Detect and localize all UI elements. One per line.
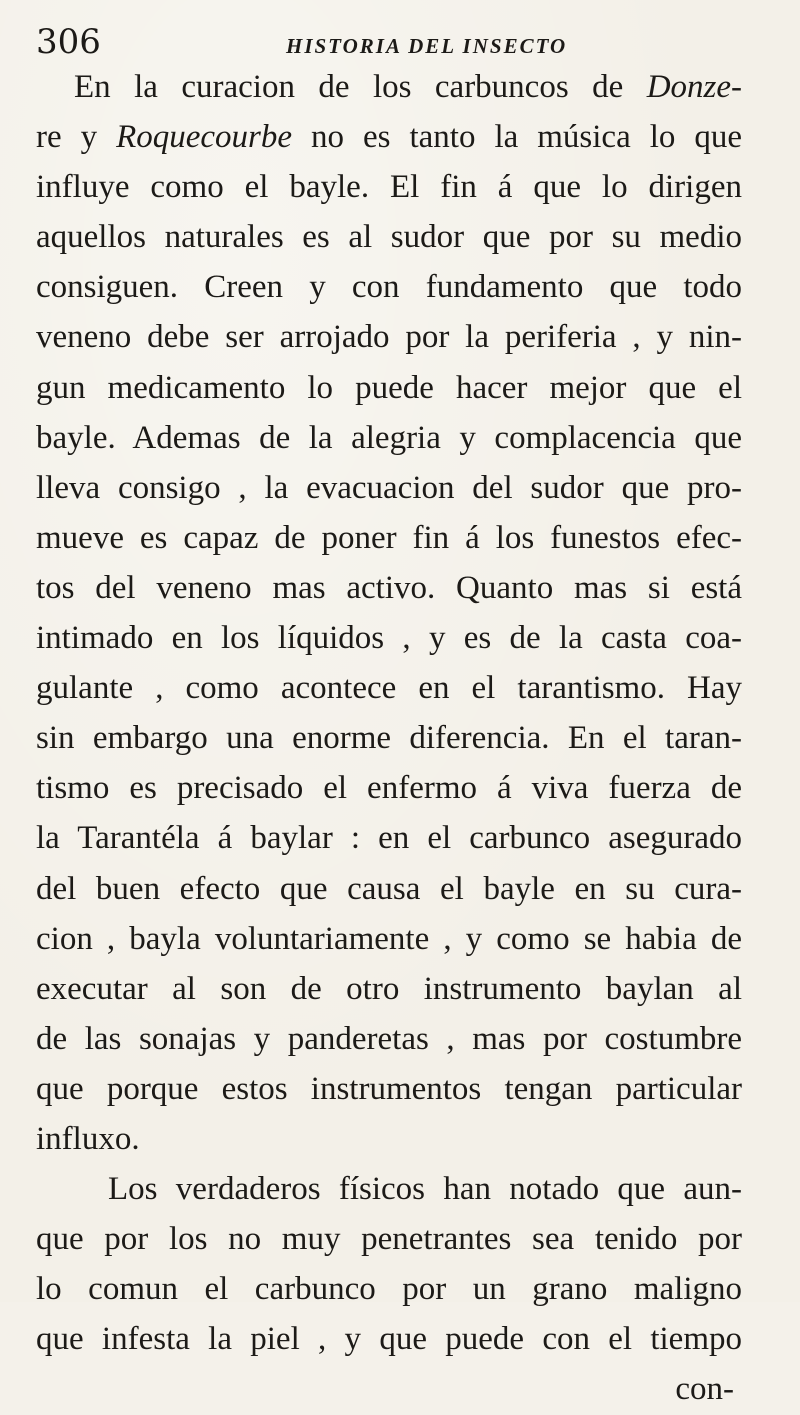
catchword: con-	[675, 1371, 734, 1408]
italic-name: Donze-	[646, 69, 742, 105]
text-line: En la curacion de los carbuncos de Donze-	[74, 69, 742, 105]
text-line: que infesta la piel , y que puede con el tiempo	[36, 1321, 742, 1358]
text-line: influye como el bayle. El fin á que lo dirigen	[36, 169, 742, 206]
running-head: HISTORIA DEL INSECTO	[286, 34, 568, 58]
text-line: executar al son de otro instrumento baylan al	[36, 970, 742, 1007]
text-line: Los verdaderos físicos han notado que aun-	[108, 1171, 742, 1208]
text-line: cion , bayla voluntariamente , y como se habia de	[36, 920, 742, 957]
text-line: intimado en los líquidos , y es de la casta coa-	[36, 620, 742, 657]
text-line: tos del veneno mas activo. Quanto mas si está	[36, 569, 742, 606]
text-line: lo comun el carbunco por un grano maligno	[36, 1271, 742, 1308]
page-header	[36, 22, 740, 62]
text-line: de las sonajas y panderetas , mas por costumbre	[36, 1020, 742, 1057]
page-number: 306	[36, 22, 101, 62]
text-line: que por los no muy penetrantes sea tenido por	[36, 1221, 742, 1258]
text-line: veneno debe ser arrojado por la periferia , y nin-	[36, 319, 742, 356]
text-line: influxo.	[36, 1120, 140, 1157]
text-line: consiguen. Creen y con fundamento que todo	[36, 269, 742, 306]
text-line: que porque estos instrumentos tengan particular	[36, 1070, 742, 1107]
text-line: lleva consigo , la evacuacion del sudor que pro-	[36, 469, 742, 506]
text-line: bayle. Ademas de la alegria y complacencia que	[36, 419, 742, 456]
text-line: tismo es precisado el enfermo á viva fuerza de	[36, 770, 742, 807]
text-line: re y Roquecourbe no es tanto la música lo que	[36, 119, 742, 156]
text-line: gun medicamento lo puede hacer mejor que el	[36, 369, 742, 406]
text-line: mueve es capaz de poner fin á los funestos efec-	[36, 519, 742, 556]
text-line: sin embargo una enorme diferencia. En el taran-	[36, 720, 742, 757]
text-line: aquellos naturales es al sudor que por su medio	[36, 219, 742, 256]
italic-name: Roquecourbe	[116, 119, 293, 156]
text-line: gulante , como acontece en el tarantismo. Hay	[36, 670, 742, 707]
text-line: la Tarantéla á baylar : en el carbunco asegurado	[36, 820, 742, 857]
text-line: del buen efecto que causa el bayle en su cura-	[36, 870, 742, 907]
body-text	[36, 62, 742, 1415]
